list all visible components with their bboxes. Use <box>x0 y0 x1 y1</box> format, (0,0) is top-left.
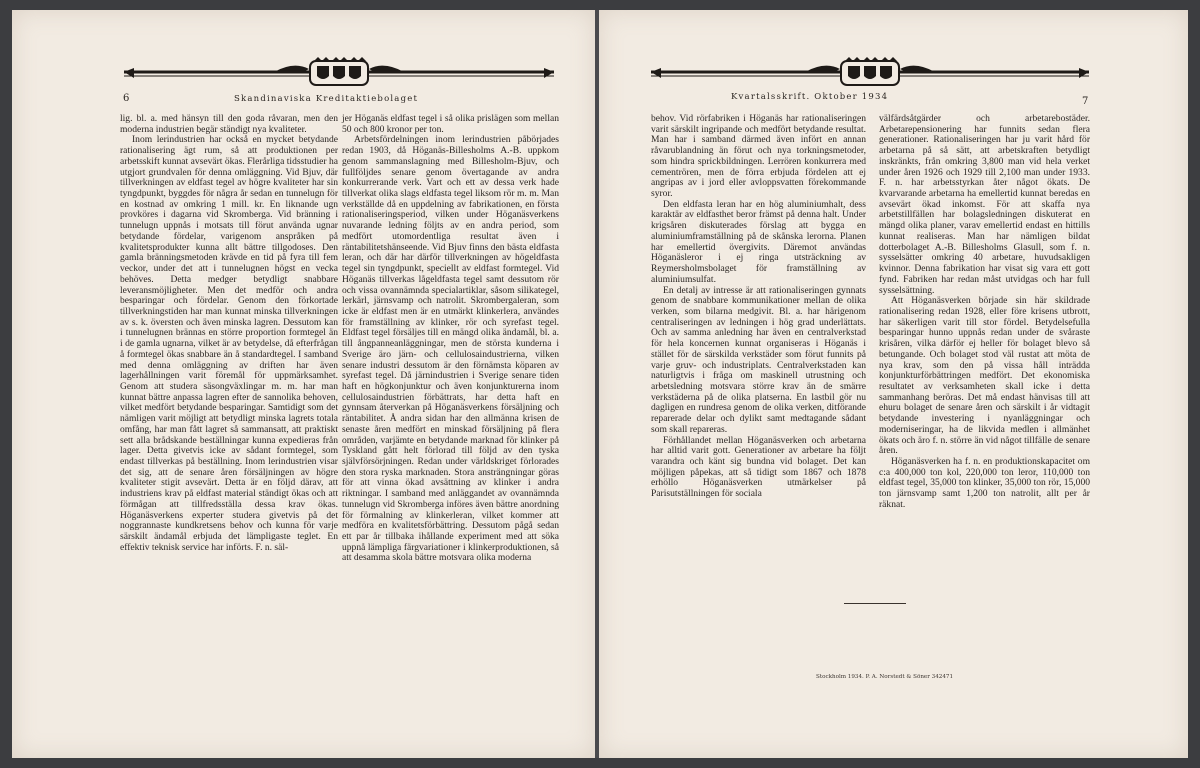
paragraph: Den eldfasta leran har en hög aluminiumhalt, dess karaktär av eldfasthet beror främst på denna halt. Under krigsåren diskuterades förslag att bygga en aluminiumframställning på de skånska lerorna. Planen har emellertid övergivits. Däremot användas Höganäsleror i ej ringa utsträckning av Reymersholmsbolaget för framställning av aluminiumsulfat. <box>651 198 866 285</box>
end-rule <box>844 603 906 604</box>
paragraph: Höganäsverken ha f. n. en produktionskapacitet om c:a 400,000 ton kol, 220,000 ton leror, 110,000 ton eldfast tegel, 35,000 ton klinker, 35,000 ton rör, 15,000 ton järnsvamp samt 1,200 ton natrolit, allt per år räknat. <box>879 456 1090 510</box>
paragraph: behov. Vid rörfabriken i Höganäs har rationaliseringen varit särskilt ingripande och medfört betydande resultat. Man har i samband därmed även infört en annan råvarublandning än förut och nya torkningsmetoder, som hindra sprickbildningen. Lerrören konkurrera med cementrören, men de förra erbjuda fördelen att ej angripas av i jord eller avloppsvatten förekommande syror. <box>651 113 866 200</box>
left-page <box>12 10 595 758</box>
paragraph: välfärdsåtgärder och arbetarebostäder. Arbetarepensionering har funnits sedan flera generationer. Rationaliseringen har ju varit hård för arbetarna på så sätt, att arbetskraften betydligt inskränkts, från omkring 3,800 man vid hela verket under åren 1926 och 1929 till 2,100 man under 1933. F. n. har arbetsstyrkan åter något ökats. De kvarvarande arbetarna ha emellertid kunnat beredas en avsevärt ökad inkomst. För att skaffa nya arbetstillfällen har bolagsledningen diskuterat en mängd olika planer, varav emellertid endast en hittills kunnat realiseras. Man har nämligen bildat dotterbolaget A.-B. Billesholms Glasull, som f. n. sysselsätter omkring 40 arbetare, huvudsakligen kvinnor. Denna fabrikation har visat sig vara ett gott fynd. Fabriken har redan måst utvidgas och har full sysselsättning. <box>879 113 1090 296</box>
paragraph: Inom lerindustrien har också en mycket betydande rationalisering ägt rum, så att produktionen per arbetsskift kunnat avsevärt ökas. Flerårliga tidsstudier ha utgjort grundvalen för denna omläggning. Vid Bjuv, där tillverkningen av eldfast tegel av högre kvaliteter har sin tyngdpunkt, byggdes för några år sedan en tunnelugn för en kostnad av omkring 1 mill. kr. En liknande ugn provköres i dagarna vid Skromberga. Vid bränning i tunnelugn uppnås i motsats till förut använda ugnar betydande fördelar, varigenom anspråken på kvalitetsprodukter kunna allt bättre tillgodoses. Den gamla bränningsmetoden krävde en tid på fyra till fem veckor, under det att i tunnelugnen högst en vecka behöves. Detta medger betydligt snabbare leveransmöjligheter. Men det medför och andra besparingar och fördelar. Genom den förkortade tillverkningstiden har man kunnat minska tillverkningen av s. k. översten och även minska lagren. Dessutom kan i tunnelugnen brännas en större proportion formtegel än i de gamla ugnarna, vilket är av betydelse, då efterfrågan å formtegel ökas snabbare än å standardtegel. I samband med denna omläggning av driften har även lagerhållningen varit föremål för uppmärksamhet. Genom att studera säsongväxlingar m. m. har man kunnat bättre anpassa lagren efter de sannolika behoven, vilket medfört betydande besparingar. Samtidigt som det nämligen varit möjligt att betydligt minska lagrets totala omfång, har man fått lagret så sammansatt, att praktiskt sett alla brådskande beställningar kunna expedieras från lager. Detta givetvis icke av sådant formtegel, som endast tillverkas på beställning. Inom lerindustrien visar det sig, att de senare åren försäljningen av högre kvaliteter stigit avsevärt. Detta är en följd därav, att industriens krav på eldfast material ständigt ökas och att förmågan att tillfredsställa dessa krav ökas. Höganäsverkens experter studera givetvis på det noggrannaste kundkretsens behov och kunna för varje särskilt ändamål erbjuda det lämpligaste teglet. En effektiv teknisk service har införts. F. n. säl- <box>120 134 338 553</box>
paragraph: Att Höganäsverken började sin här skildrade rationalisering redan 1928, eller före krisens utbrott, har säkerligen varit till stor fördel. Betydelsefulla besparingar hunno uppnås redan under de svåraste krisåren, vilka därför ej heller för bolaget blevo så betungande. Och bolaget stod väl rustat att möta de nya krav, som den på vissa håll inträdda konjunkturförbättringen medfört. Det ekonomiska resultatet av verksamheten skall icke i detta sammanhang beröras. Det må endast hänvisas till att ehuru bolaget de senare åren och särskilt i år vidtagit betydande investering i nyanläggningar och moderniseringar, ha de likvida medlen i allmänhet ökats och äro f. n. större än vid något tillfälle de senare åren. <box>879 295 1090 457</box>
text-column-2 <box>342 114 559 564</box>
printer-imprint: Stockholm 1934. P. A. Norstedt & Söner 342471 <box>816 674 954 680</box>
right-page <box>599 10 1188 758</box>
running-header: Kvartalsskrift. Oktober 1934 <box>731 92 889 102</box>
text-column-2 <box>879 114 1090 511</box>
text-column-1 <box>120 114 338 553</box>
paragraph: lig. bl. a. med hänsyn till den goda råvaran, men den moderna industrien begär ständigt nya kvaliteter. <box>120 113 338 135</box>
page-number: 7 <box>1082 96 1089 107</box>
text-column-1 <box>651 114 866 500</box>
running-header: Skandinaviska Kreditaktiebolaget <box>234 94 419 104</box>
crest-ornament-icon <box>651 57 1089 87</box>
paragraph: Förhållandet mellan Höganäsverken och arbetarna har alltid varit gott. Generationer av arbetare ha följt varandra och känt sig bundna vid bolaget. Det kan möjligen påpekas, att så tidigt som 1867 och 1878 erhöllo Höganäsverken utmärkelser på Parisutställningen för sociala <box>651 434 866 500</box>
paragraph: jer Höganäs eldfast tegel i så olika prislägen som mellan 50 och 800 kronor per ton. <box>342 113 559 135</box>
page-number: 6 <box>123 93 130 104</box>
paragraph: En detalj av intresse är att rationaliseringen gynnats genom de snabbare kommunikationer mellan de olika verken, som bilarna medgivit. Bl. a. har härigenom centraliseringen av ledningen i hög grad underlättats. Och av samma anledning har även en centralverkstad för hela koncernen kunnat organiseras i Höganäs i stället för de särskilda verkstäder som förut funnits på varje gruv- och industriplats. Centralverkstaden kan naturligtvis i fråga om maskinell utrustning och arbetsledning motsvara större krav än de smärre verkstäderna på de olika platserna. En lastbil gör nu dagligen en rundresa genom de olika verken, ditförande reparerade delar och dylikt samt medtagande sådant som skall repareras. <box>651 284 866 435</box>
crest-ornament-icon <box>124 57 554 87</box>
paragraph: Arbetsfördelningen inom lerindustrien påbörjades redan 1903, då Höganäs-Billesholms A.-B. uppkom genom sammanslagning med Billesholm-Bjuv, och fullföljdes senare genom övertagande av andra konkurrerande verk. Vart och ett av dessa verk hade tillverkat olika slags eldfasta tegel liksom rör m. m. Man verkställde då en uppdelning av fabrikationen, en första rationaliseringsperiod, vilken under Höganäsverkens nuvarande ledning följts av en andra period, som medfört utomordentliga resultat även i räntabilitetshänseende. Vid Bjuv finns den bästa eldfasta leran, och där har därför tillverkningen av högeldfasta tegel sin tyngdpunkt, speciellt av eldfast formtegel. Vid Höganäs tillverkas lågeldfasta tegel samt dessutom rör och vissa ovannämnda specialartiklar, såsom silikategel, lerkärl, järnsvamp och natrolit. Skrombergaleran, som icke är eldfast men är en utmärkt klinkerlera, användes för framställning av klinker, rör och syrefast tegel. Eldfast tegel försäljes till en mängd olika ändamål, bl. a. till ångpanneanläggningar, men de största kunderna i Sverige äro järn- och cellulosaindustrierna, vilken senare industri dessutom är den förnämsta köparen av syrefast tegel. Då järnindustrien i Sverige senare tiden haft en högkonjunktur och även konjunkturerna inom cellulosaindustrien förbättrats, har detta haft en gynnsam återverkan på Höganäsverkens försäljning och räntabilitet. Å andra sidan har den allmänna krisen de senaste åren medfört en minskad försäljning på flera områden, varjämte en betydande marknad för klinker på Tyskland gått helt förlorad till följd av den tyska självförsörjningen. Redan under världskriget förlorades den stora ryska marknaden. Stora ansträngningar göras för att vinna ökad avsättning av klinker i andra riktningar. I samband med anläggandet av ovannämnda tunnelugn vid Skromberga införes även bättre anordning för förmalning av klinkerleran, vilket kommer att medföra en kvalitetsförbättring. Dessutom pågå sedan ett par år tillbaka ihållande experiment med att söka uppnå lämpliga färgvariationer i klinkerproduktionen, så att desamma skola bättre motsvara olika moderna <box>342 134 559 564</box>
